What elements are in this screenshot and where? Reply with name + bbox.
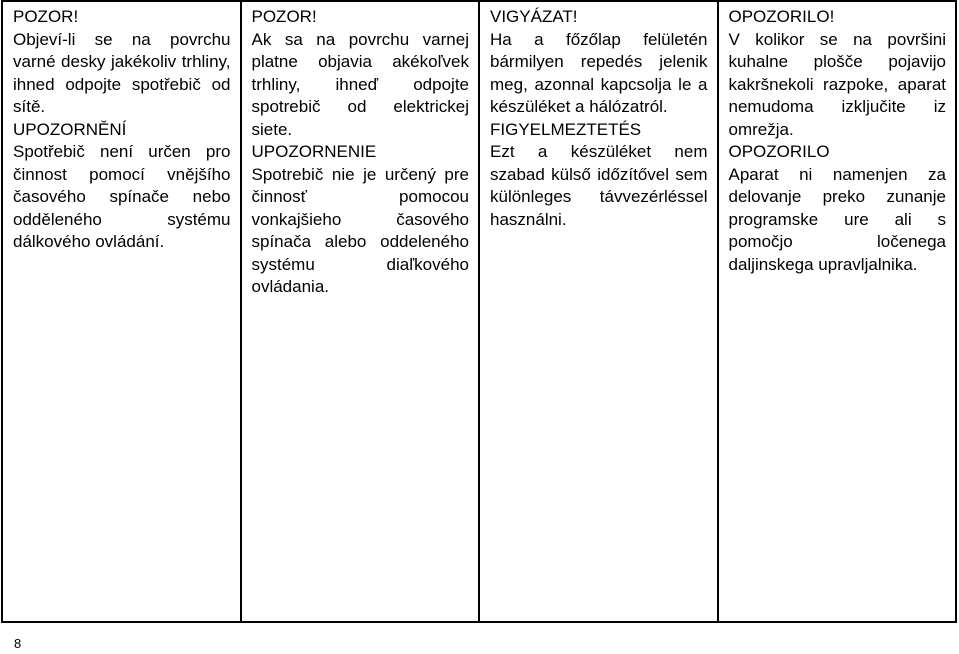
warning-text: Ak sa na povrchu varnej platne objavia akékoľvek trhliny, ihneď odpojte spotrebič od elektrickej siete. — [251, 29, 469, 139]
warnings-table — [1, 0, 957, 623]
warning-text: Objeví-li se na povrchu varné desky jakékoliv trhliny, ihned odpojte spotřebič od sítě. — [13, 29, 231, 116]
notice-title: UPOZORNĚNÍ — [13, 119, 127, 139]
warnings-row — [2, 1, 956, 622]
column-slovak — [241, 1, 480, 622]
notice-text: Spotřebič není určen pro činnost pomocí vnějšího časového spínače nebo odděleného systému dálkového ovládání. — [13, 142, 231, 251]
warning-title: POZOR! — [251, 7, 317, 26]
notice-title: UPOZORNENIE — [251, 142, 377, 161]
warning-title: OPOZORILO! — [728, 7, 835, 26]
notice-text: Aparat ni namenjen za delovanje preko zunanje programske ure ali s pomočjo ločenega daljinskega upravljalnika. — [728, 164, 946, 274]
notice-text: Ezt a készüléket nem szabad külső időzítővel sem különleges távvezérléssel használni. — [490, 142, 708, 229]
notice-title: OPOZORILO — [728, 142, 830, 161]
warning-text: Ha a főzőlap felületén bármilyen repedés jelenik meg, azonnal kapcsolja le a készüléket a hálózatról. — [490, 29, 708, 116]
page-number: 8 — [14, 636, 22, 651]
warning-title: POZOR! — [13, 7, 79, 26]
column-hungarian — [479, 1, 718, 622]
column-slovenian — [718, 1, 957, 622]
column-czech — [2, 1, 241, 622]
warning-text: V kolikor se na površini kuhalne plošče pojavijo kakršnekoli razpoke, aparat nemudoma izključite iz omrežja. — [728, 29, 946, 139]
notice-title: FIGYELMEZTETÉS — [490, 119, 642, 139]
notice-text: Spotrebič nie je určený pre činnosť pomocou vonkajšieho časového spínača alebo oddeleného systému diaľkového ovládania. — [251, 164, 469, 296]
warning-title: VIGYÁZAT! — [490, 7, 578, 26]
